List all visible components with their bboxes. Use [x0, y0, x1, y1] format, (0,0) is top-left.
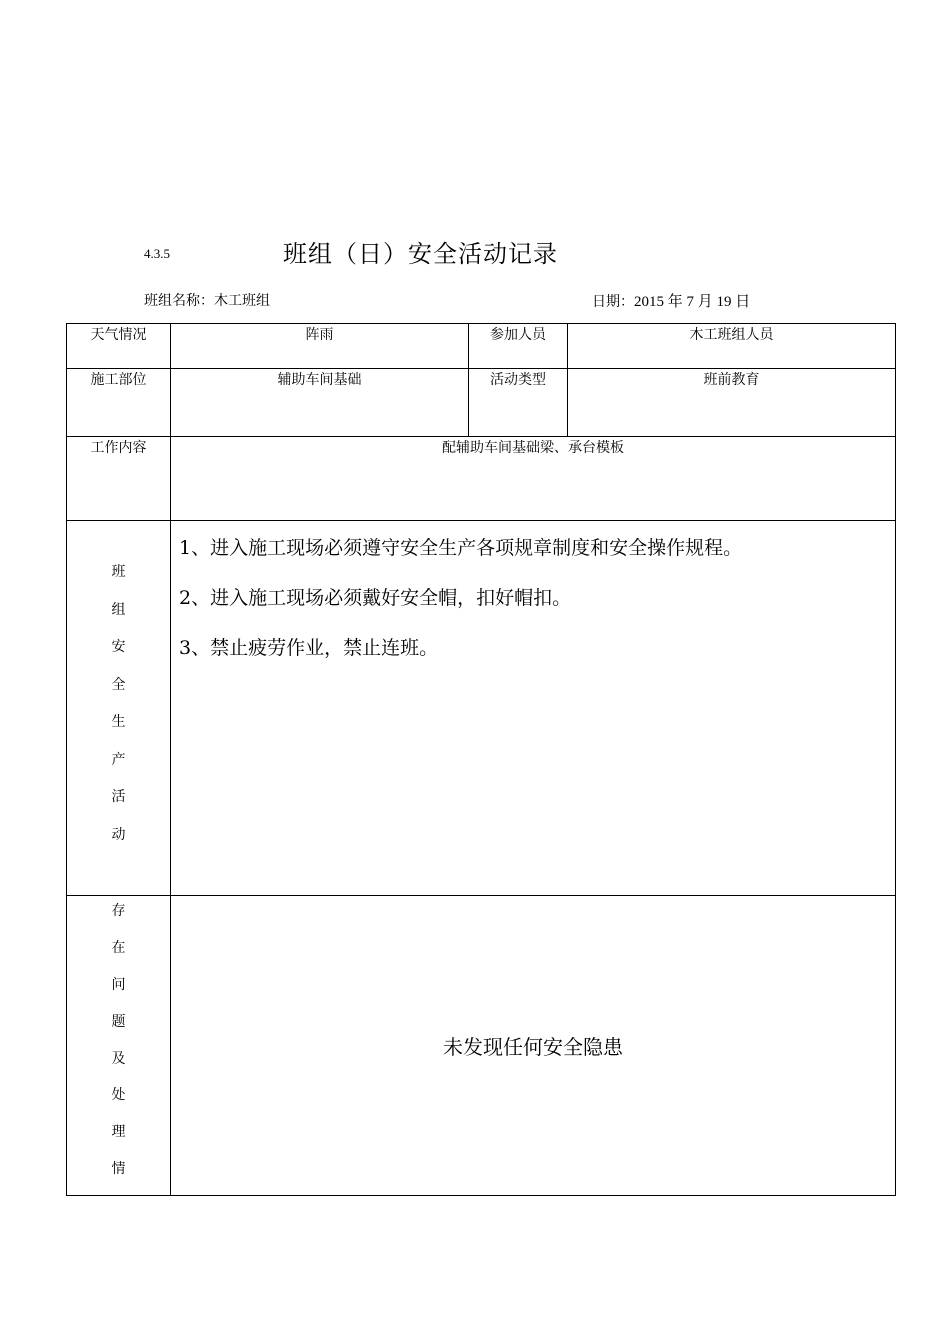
label-char: 产: [111, 751, 126, 768]
safety-activities-label: [67, 521, 170, 895]
date-label: 日期：: [592, 294, 634, 310]
safety-activities-cell: [171, 521, 896, 896]
issues-cell: [171, 896, 896, 1196]
section-number: 4.3.5: [144, 246, 170, 261]
table-row: [67, 324, 896, 369]
label-char: 情: [111, 1161, 126, 1178]
activity-type-label: 活动类型: [469, 369, 568, 437]
label-char: 组: [111, 601, 126, 618]
label-char: 全: [111, 676, 126, 693]
work-content-value: 配辅助车间基础梁、承台模板: [171, 437, 896, 521]
table-row: [67, 437, 896, 521]
page-title: 班组（日）安全活动记录: [283, 240, 558, 268]
safety-activities-label-cell: [67, 521, 171, 896]
label-char: 动: [111, 826, 126, 843]
label-char: 生: [111, 714, 126, 730]
issues-value: 未发现任何安全隐患: [443, 1035, 623, 1059]
activity-type-value: 班前教育: [568, 369, 896, 437]
date-line: [592, 290, 750, 311]
issues-label: [67, 896, 170, 1195]
list-item: 2、进入施工现场必须戴好安全帽，扣好帽扣。: [179, 587, 572, 609]
label-char: 及: [111, 1050, 126, 1067]
label-char: 存: [111, 903, 126, 919]
label-char: 理: [111, 1124, 126, 1141]
label-char: 安: [111, 639, 126, 655]
safety-activities-list: [179, 535, 742, 685]
team-name-value: 木工班组: [214, 293, 270, 309]
label-char: 班: [111, 564, 126, 580]
table-row: [67, 369, 896, 437]
work-content-label: 工作内容: [67, 437, 171, 521]
activity-record-table: [66, 323, 896, 1196]
label-char: 题: [111, 1013, 126, 1030]
label-char: 处: [111, 1087, 126, 1104]
list-item: 3、禁止疲劳作业，禁止连班。: [179, 637, 439, 659]
weather-label: 天气情况: [67, 324, 171, 369]
participants-value: 木工班组人员: [568, 324, 896, 369]
issues-label-cell: [67, 896, 171, 1196]
location-value: 辅助车间基础: [171, 369, 469, 437]
team-name-label: 班组名称：: [144, 293, 214, 309]
weather-value: 阵雨: [171, 324, 469, 369]
location-label: 施工部位: [67, 369, 171, 437]
team-name-line: [144, 290, 270, 310]
participants-label: 参加人员: [469, 324, 568, 369]
label-char: 在: [111, 939, 126, 956]
label-char: 活: [111, 789, 126, 805]
date-value: 2015 年 7 月 19 日: [634, 294, 751, 310]
table-row: [67, 896, 896, 1196]
label-char: 问: [111, 976, 126, 993]
list-item: 1、进入施工现场必须遵守安全生产各项规章制度和安全操作规程。: [179, 537, 743, 559]
table-row: [67, 521, 896, 896]
